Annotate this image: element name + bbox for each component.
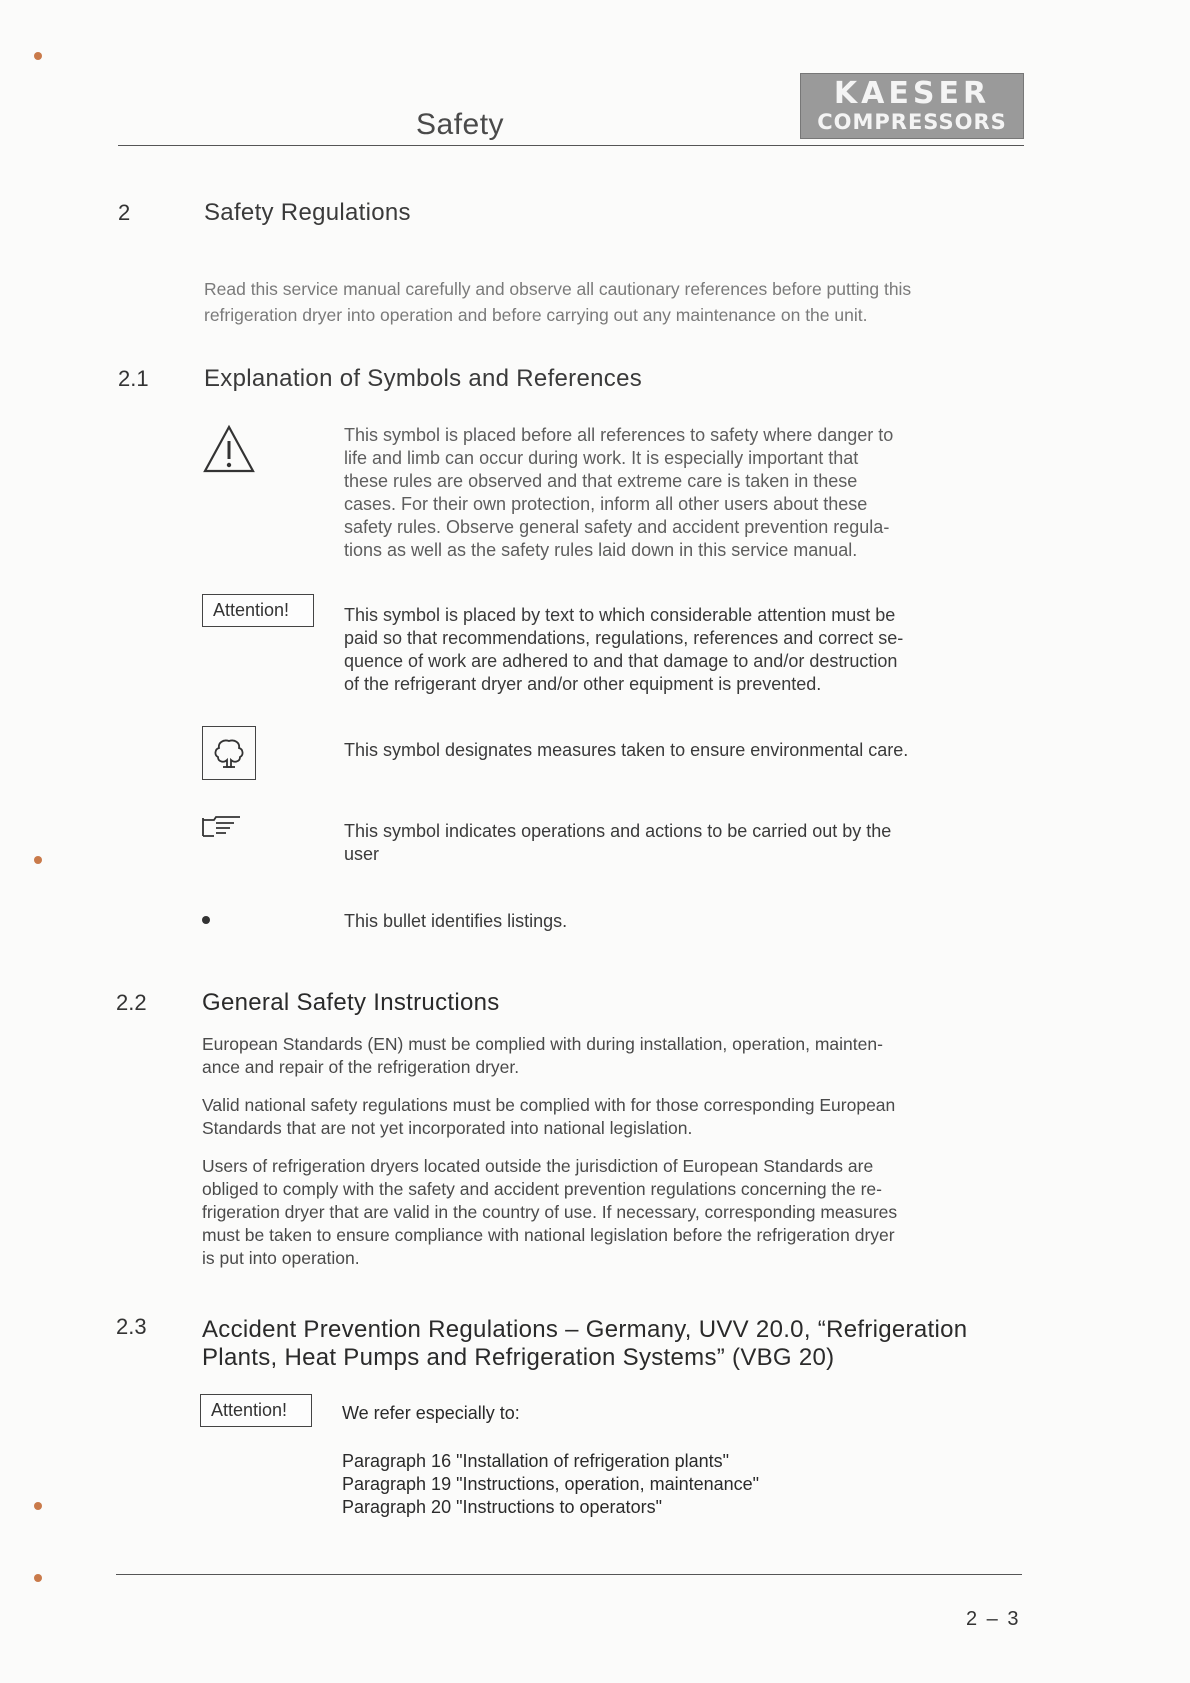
pointing-hand-icon bbox=[200, 814, 244, 843]
section-2-title: Safety Regulations bbox=[204, 199, 411, 226]
scan-speck bbox=[34, 52, 42, 60]
description-line: paid so that recommendations, regulations, references and correct se- bbox=[344, 628, 904, 648]
section-2-number: 2 bbox=[118, 200, 131, 225]
attention-label: Attention! bbox=[202, 594, 314, 627]
title-line: Accident Prevention Regulations – Germany, UVV 20.0, “Refrigeration bbox=[202, 1316, 968, 1343]
description-line: quence of work are adhered to and that damage to and/or destruction bbox=[344, 651, 898, 671]
environment-symbol-description bbox=[344, 739, 1024, 762]
description-line: This symbol is placed before all references to safety where danger to bbox=[344, 425, 894, 445]
warning-triangle-icon bbox=[202, 424, 256, 479]
description-line: life and limb can occur during work. It is especially important that bbox=[344, 448, 859, 468]
list-item: Paragraph 19 "Instructions, operation, maintenance" bbox=[342, 1474, 760, 1494]
paragraph-reference-list bbox=[342, 1450, 759, 1519]
section-2-3-number: 2.3 bbox=[116, 1314, 147, 1339]
description-line: of the refrigerant dryer and/or other equipment is prevented. bbox=[344, 674, 822, 694]
logo-line2: COMPRESSORS bbox=[817, 110, 1007, 134]
description-line: these rules are observed and that extreme care is taken in these bbox=[344, 471, 858, 491]
attention-symbol-description bbox=[344, 604, 1024, 696]
description-line: cases. For their own protection, inform all other users about these bbox=[344, 494, 868, 514]
page-number: 2 – 3 bbox=[966, 1608, 1021, 1630]
warning-symbol-description bbox=[344, 424, 1024, 562]
paragraph-line: European Standards (EN) must be complied with during installation, operation, mainten- bbox=[202, 1034, 883, 1054]
description-line: safety rules. Observe general safety and accident prevention regula- bbox=[344, 517, 890, 537]
general-paragraph-3 bbox=[202, 1155, 1022, 1270]
section-2-3-title bbox=[202, 1316, 1032, 1372]
description-line: This symbol is placed by text to which considerable attention must be bbox=[344, 605, 896, 625]
bullet-symbol-description bbox=[344, 910, 1024, 933]
kaeser-logo bbox=[800, 73, 1024, 139]
section-2-1-number: 2.1 bbox=[118, 366, 149, 391]
general-paragraph-2 bbox=[202, 1094, 1022, 1140]
intro-line: Read this service manual carefully and observe all cautionary references before putting this bbox=[204, 279, 912, 299]
logo-line1: KAESER bbox=[833, 76, 991, 111]
scan-speck bbox=[34, 856, 42, 864]
footer-rule bbox=[116, 1574, 1022, 1575]
description-line: This symbol designates measures taken to ensure environmental care. bbox=[344, 740, 909, 760]
title-line: Plants, Heat Pumps and Refrigeration Systems” (VBG 20) bbox=[202, 1344, 835, 1371]
refer-text: We refer especially to: bbox=[342, 1403, 520, 1423]
section-2-1-title: Explanation of Symbols and References bbox=[204, 365, 643, 392]
section-2-2-title: General Safety Instructions bbox=[202, 989, 500, 1016]
paragraph-line: must be taken to ensure compliance with national legislation before the refrigeration dryer bbox=[202, 1225, 895, 1245]
bullet-icon bbox=[202, 916, 210, 924]
section-2-intro bbox=[204, 276, 1024, 328]
paragraph-line: ance and repair of the refrigeration dryer. bbox=[202, 1057, 520, 1077]
paragraph-line: Standards that are not yet incorporated into national legislation. bbox=[202, 1118, 693, 1138]
attention-label: Attention! bbox=[200, 1394, 312, 1427]
paragraph-line: obliged to comply with the safety and accident prevention regulations concerning the re- bbox=[202, 1179, 882, 1199]
header-rule bbox=[118, 145, 1024, 146]
paragraph-line: Valid national safety regulations must be complied with for those corresponding European bbox=[202, 1095, 896, 1115]
page-header-title: Safety bbox=[416, 108, 505, 141]
scan-speck bbox=[34, 1502, 42, 1510]
general-paragraph-1 bbox=[202, 1033, 1022, 1079]
paragraph-line: is put into operation. bbox=[202, 1248, 360, 1268]
section-2-2-number: 2.2 bbox=[116, 990, 147, 1015]
paragraph-line: Users of refrigeration dryers located outside the jurisdiction of European Standards are bbox=[202, 1156, 874, 1176]
description-line: tions as well as the safety rules laid down in this service manual. bbox=[344, 540, 858, 560]
paragraph-line: frigeration dryer that are valid in the country of use. If necessary, corresponding measures bbox=[202, 1202, 898, 1222]
list-item: Paragraph 20 "Instructions to operators" bbox=[342, 1497, 662, 1517]
description-line: This symbol indicates operations and actions to be carried out by the bbox=[344, 821, 892, 841]
scan-speck bbox=[34, 1574, 42, 1582]
description-line: user bbox=[344, 844, 380, 864]
intro-line: refrigeration dryer into operation and before carrying out any maintenance on the unit. bbox=[204, 305, 868, 325]
description-line: This bullet identifies listings. bbox=[344, 911, 568, 931]
list-item: Paragraph 16 "Installation of refrigeration plants" bbox=[342, 1451, 730, 1471]
tree-environment-icon bbox=[202, 726, 256, 780]
hand-symbol-description bbox=[344, 820, 1024, 866]
